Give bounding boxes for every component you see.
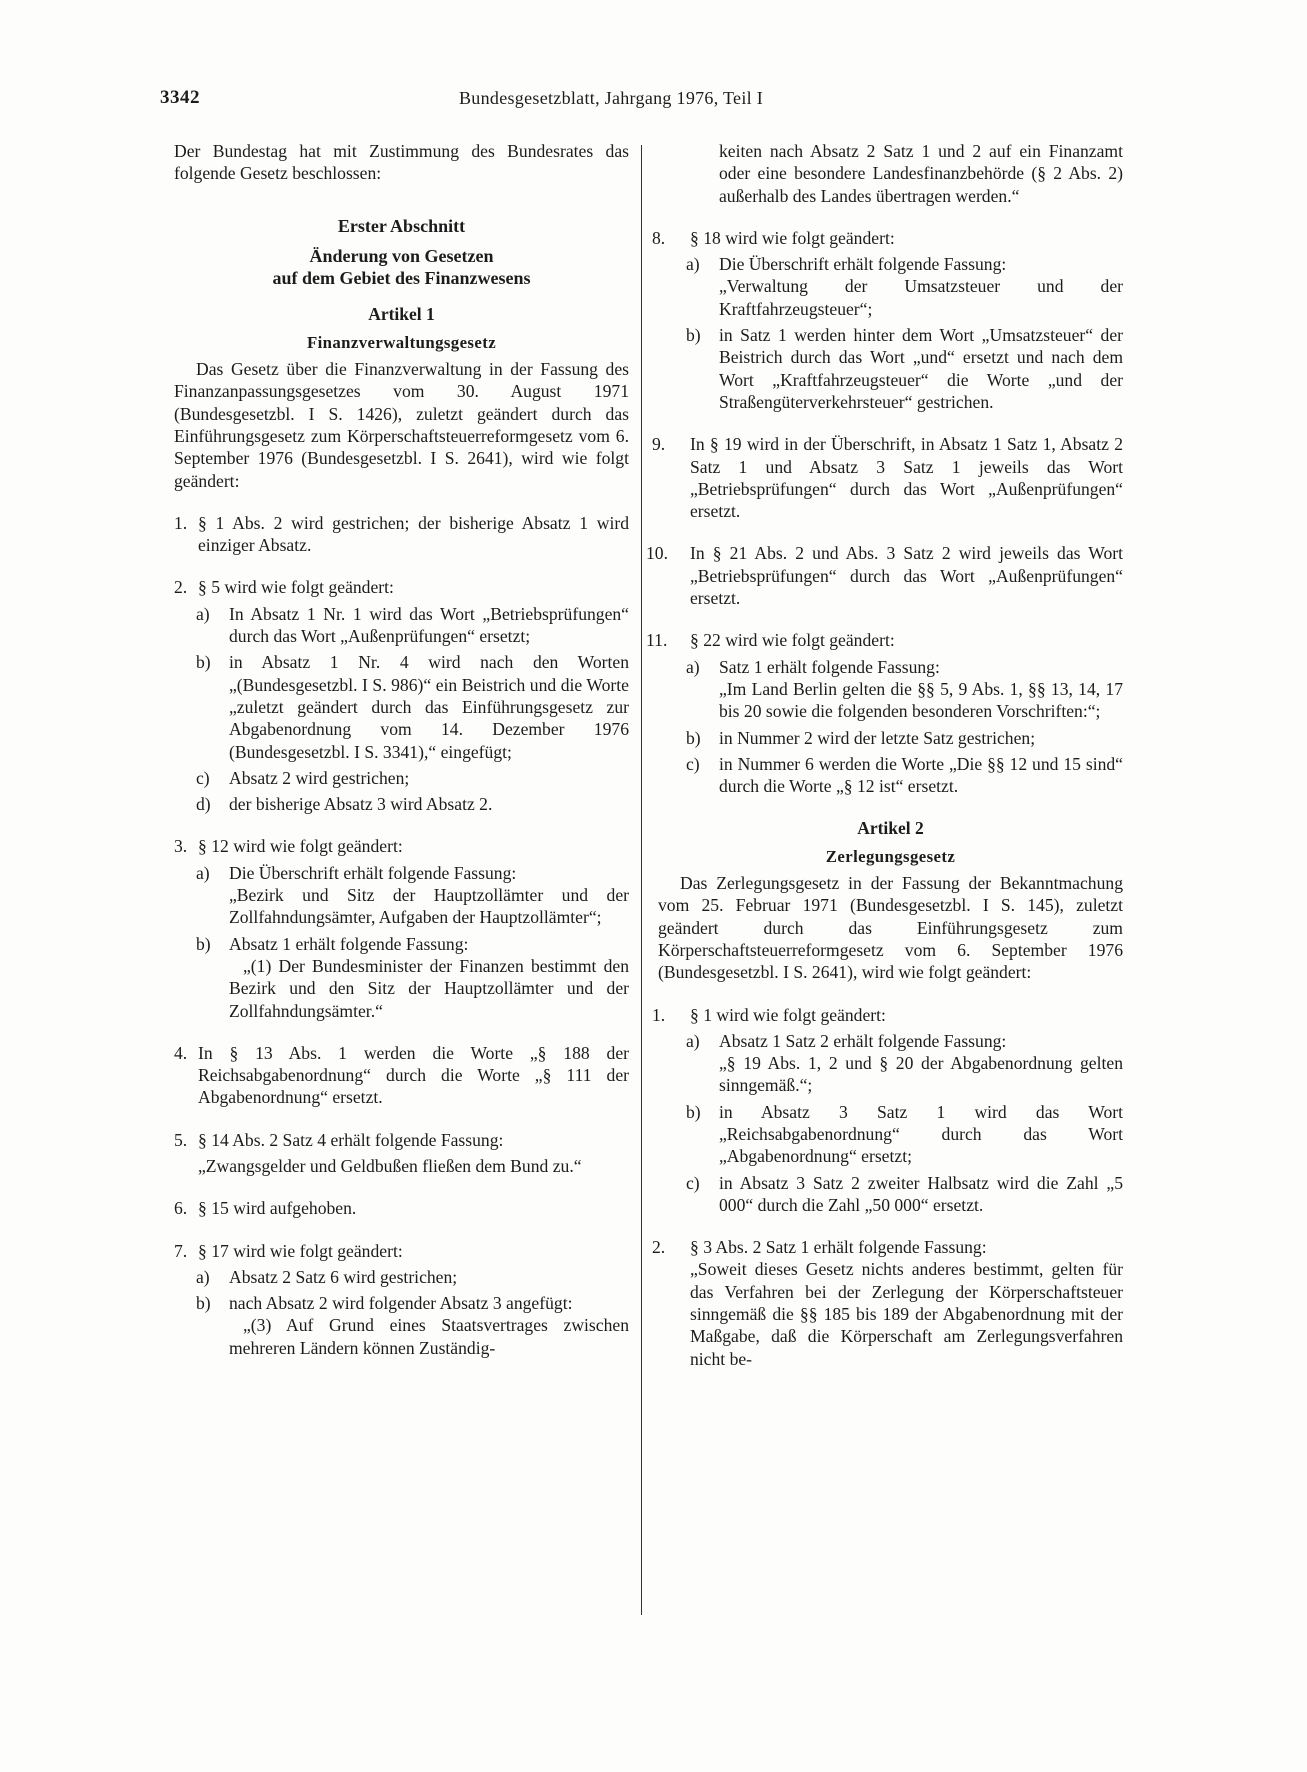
column-divider xyxy=(641,145,642,1615)
sub-item: b) in Satz 1 werden hinter dem Wort „Umsatzsteuer“ der Beistrich durch das Wort „und“ ersetzt und nach dem Wort „Kraftfahrzeugsteuer“ die Worte „und der Straßengüterverkehrsteuer“ gestrichen. xyxy=(686,325,1123,412)
quoted-text: „§ 19 Abs. 1, 2 und § 20 der Abgabenordnung gelten sinngemäß.“; xyxy=(719,1053,1123,1096)
list-item: 7. § 17 wird wie folgt geändert: xyxy=(174,1240,403,1261)
sub-item: c) Absatz 2 wird gestrichen; xyxy=(196,767,410,788)
sub-item: b) in Absatz 1 Nr. 4 wird nach den Worten „(Bundesgesetzbl. I S. 986)“ ein Beistrich und die Worte „zuletzt geändert durch das Einführungsgesetz zur Abgabenordnung vom 14. Dezember 1976 (Bundesgesetzbl. I S. 3341),“ eingefügt; xyxy=(196,652,629,762)
quoted-text: „Zwangsgelder und Geldbußen fließen dem Bund zu.“ xyxy=(198,1155,582,1176)
list-item: 6. § 15 wird aufgehoben. xyxy=(174,1198,357,1219)
list-item: 8. § 18 wird wie folgt geändert: xyxy=(652,227,895,248)
list-item: 4. In § 13 Abs. 1 werden die Worte „§ 188 der Reichsabgabenordnung“ durch die Worte „§ 111 der Abgabenordnung“ ersetzt. xyxy=(174,1042,629,1108)
sub-item: a) Absatz 1 Satz 2 erhält folgende Fassung: xyxy=(686,1030,1007,1051)
list-item: 9. In § 19 wird in der Überschrift, in Absatz 1 Satz 1, Absatz 2 Satz 1 und Absatz 3 Satz 1 jeweils das Wort „Betriebsprüfungen“ durch das Wort „Außenprüfungen“ ersetzt. xyxy=(652,434,1123,522)
list-item: 10. In § 21 Abs. 2 und Abs. 3 Satz 2 wird jeweils das Wort „Betriebsprüfungen“ durch das Wort „Außenprüfungen“ ersetzt. xyxy=(646,543,1123,609)
section-subtitle-1: Änderung von Gesetzen xyxy=(309,245,494,266)
sub-item: b) in Nummer 2 wird der letzte Satz gestrichen; xyxy=(686,727,1036,748)
section-title: Erster Abschnitt xyxy=(337,215,466,236)
list-item: 3. § 12 wird wie folgt geändert: xyxy=(174,836,403,857)
sub-item: c) in Absatz 3 Satz 2 zweiter Halbsatz wird die Zahl „5 000“ durch die Zahl „50 000“ ersetzt. xyxy=(686,1172,1123,1215)
sub-item: c) in Nummer 6 werden die Worte „Die §§ 12 und 15 sind“ durch die Worte „§ 12 ist“ ersetzt. xyxy=(686,753,1123,797)
left-column xyxy=(174,140,629,1359)
quoted-text: „(1) Der Bundesminister der Finanzen bestimmt den Bezirk und den Sitz der Hauptzollämter und der Zollfahndungsämter.“ xyxy=(229,955,629,1021)
article-2-heading: Artikel 2 xyxy=(857,818,924,839)
sub-item: b) nach Absatz 2 wird folgender Absatz 3 angefügt: xyxy=(196,1293,573,1314)
article-1-intro: Das Gesetz über die Finanzverwaltung in der Fassung des Finanzanpassungsgesetzes vom 30. August 1971 (Bundesgesetzbl. I S. 1426), zuletzt geändert durch das Einführungsgesetz zum Körperschaftsteuerreformgesetz vom 6. September 1976 (Bundesgesetzbl. I S. 2641), wird wie folgt geändert: xyxy=(174,359,629,491)
quoted-text: „Bezirk und Sitz der Hauptzollämter und der Zollfahndungsämter, Aufgaben der Hauptzollämter“; xyxy=(229,885,629,928)
quoted-text: „(3) Auf Grund eines Staatsvertrages zwischen mehreren Ländern können Zuständig- xyxy=(229,1315,629,1358)
sub-item: b) in Absatz 3 Satz 1 wird das Wort „Reichsabgabenordnung“ durch das Wort „Abgabenordnung“ ersetzt; xyxy=(686,1101,1123,1167)
list-item: 5. § 14 Abs. 2 Satz 4 erhält folgende Fassung: xyxy=(174,1129,504,1150)
article-1-heading: Artikel 1 xyxy=(368,304,435,325)
running-header: Bundesgesetzblatt, Jahrgang 1976, Teil I xyxy=(459,88,764,108)
article-2-intro: Das Zerlegungsgesetz in der Fassung der Bekanntmachung vom 25. Februar 1971 (Bundesgesetzbl. I S. 145), zuletzt geändert durch das Einführungsgesetz zum Körperschaftsteuerreformgesetz vom 6. September 1976 (Bundesgesetzbl. I S. 2641), wird wie folgt geändert: xyxy=(658,873,1123,983)
sub-item: d) der bisherige Absatz 3 wird Absatz 2. xyxy=(196,794,493,815)
continued-text: keiten nach Absatz 2 Satz 1 und 2 auf ein Finanzamt oder eine besondere Landesfinanzbehörde (§ 2 Abs. 2) außerhalb des Landes übertragen werden.“ xyxy=(719,141,1123,206)
sub-item: a) Die Überschrift erhält folgende Fassung: xyxy=(686,254,1007,275)
sub-item: b) Absatz 1 erhält folgende Fassung: xyxy=(196,933,469,954)
list-item: 2. § 3 Abs. 2 Satz 1 erhält folgende Fassung: xyxy=(652,1237,987,1258)
quoted-text: „Soweit dieses Gesetz nichts anderes bestimmt, gelten für das Verfahren bei der Zerlegung der Körperschaftsteuer sinngemäß die §§ 185 bis 189 der Abgabenordnung mit der Maßgabe, daß die Körperschaft am Zerlegungsverfahren nicht be- xyxy=(690,1259,1123,1369)
quoted-text: „Im Land Berlin gelten die §§ 5, 9 Abs. 1, §§ 13, 14, 17 bis 20 sowie die folgenden besonderen Vorschriften:“; xyxy=(719,678,1123,722)
sub-item: a) Absatz 2 Satz 6 wird gestrichen; xyxy=(196,1266,458,1287)
page-number: 3342 xyxy=(160,87,200,108)
sub-item: a) Die Überschrift erhält folgende Fassung: xyxy=(196,862,517,883)
article-1-name: Finanzverwaltungsgesetz xyxy=(306,332,497,352)
right-column xyxy=(646,140,1123,1370)
list-item: 1. § 1 Abs. 2 wird gestrichen; der bisherige Absatz 1 wird einziger Absatz. xyxy=(174,512,629,556)
sub-item: a) Satz 1 erhält folgende Fassung: xyxy=(686,656,940,677)
preamble: Der Bundestag hat mit Zustimmung des Bundesrates das folgende Gesetz beschlossen: xyxy=(174,141,629,184)
article-2-name: Zerlegungsgesetz xyxy=(825,846,956,866)
sub-item: a) In Absatz 1 Nr. 1 wird das Wort „Betriebsprüfungen“ durch das Wort „Außenprüfungen“ ersetzt; xyxy=(196,603,629,647)
section-subtitle-2: auf dem Gebiet des Finanzwesens xyxy=(272,268,531,289)
list-item: 11. § 22 wird wie folgt geändert: xyxy=(646,630,895,651)
list-item: 1. § 1 wird wie folgt geändert: xyxy=(652,1004,886,1025)
list-item: 2. § 5 wird wie folgt geändert: xyxy=(174,577,394,598)
quoted-text: „Verwaltung der Umsatzsteuer und der Kraftfahrzeugsteuer“; xyxy=(719,276,1123,319)
